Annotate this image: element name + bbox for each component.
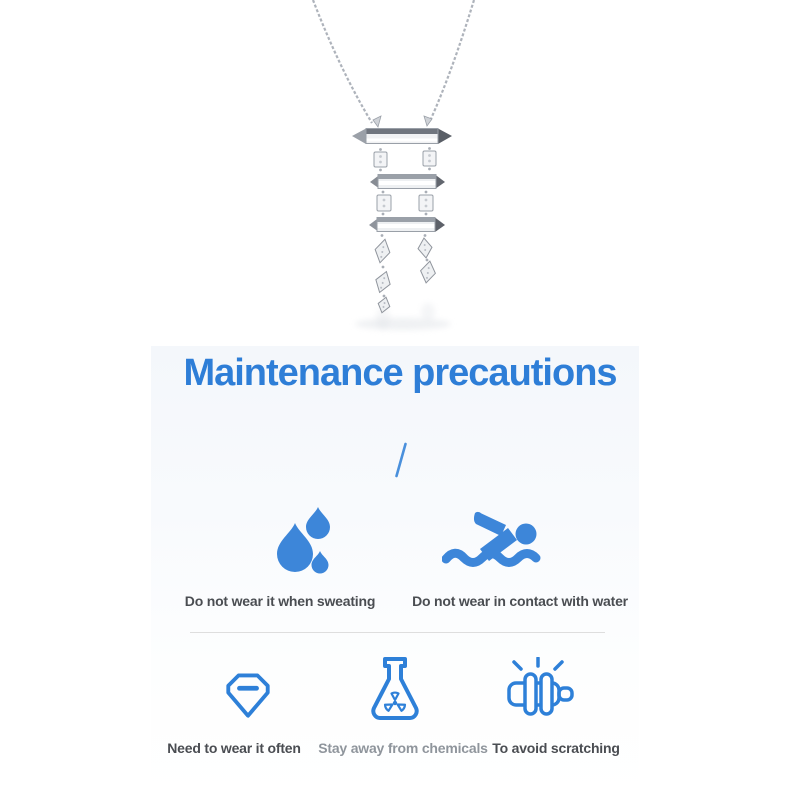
anti-scratch-icon [505,657,577,725]
chemical-flask-icon [370,656,420,728]
care-item-label: Do not wear in contact with water [412,593,628,609]
swimmer-icon [442,509,548,571]
necklace-photo [0,0,800,345]
care-item-label: Need to wear it often [167,740,301,756]
content-panel [151,346,639,800]
divider-line [190,632,605,633]
care-item-label: Do not wear it when sweating [184,593,376,609]
slash-divider-icon [391,440,411,480]
section-title: Maintenance precautions [183,352,617,394]
water-drops-icon [276,505,330,579]
gem-icon [224,667,272,725]
care-item-label: Stay away from chemicals [318,740,488,756]
care-item-label: To avoid scratching [492,740,620,756]
